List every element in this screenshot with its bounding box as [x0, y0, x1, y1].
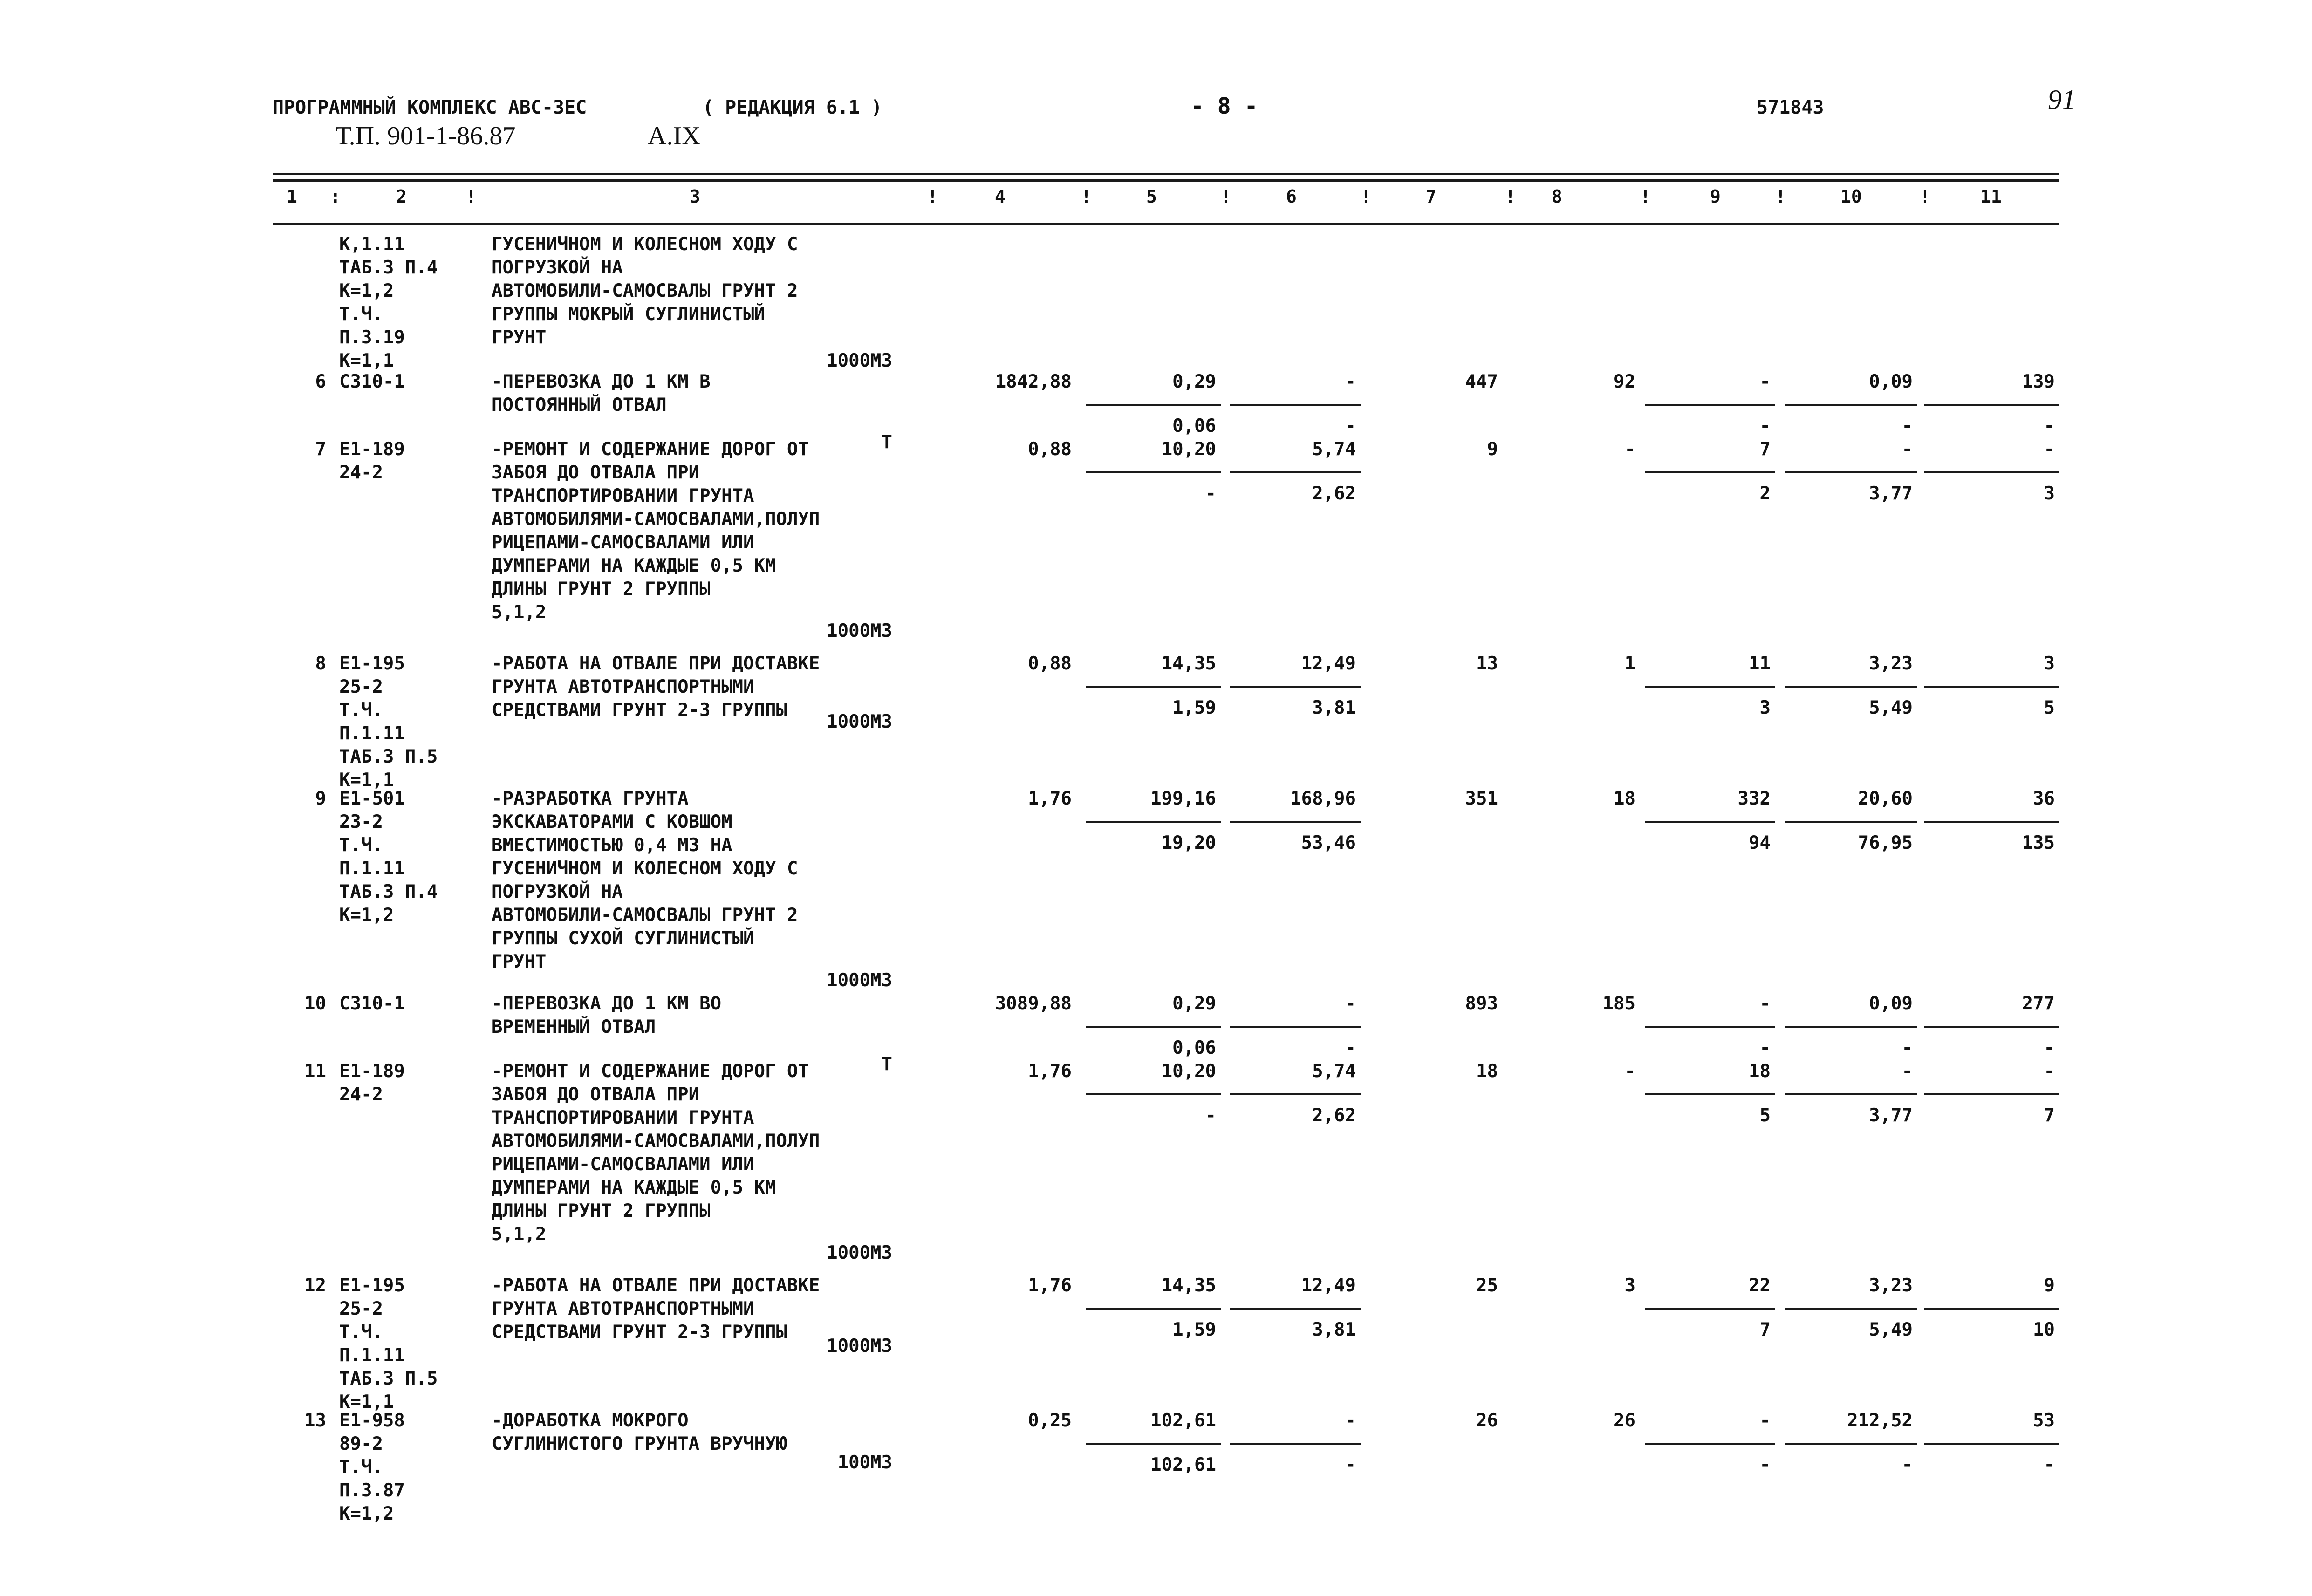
work-description: -ПЕРЕВОЗКА ДО 1 КМ В ПОСТОЯННЫЙ ОТВАЛ — [492, 371, 711, 416]
fraction-line — [1645, 821, 1775, 823]
quantity-value: 1,76 — [1028, 788, 1072, 809]
col-header-11: 11 — [1980, 186, 2002, 207]
fraction-line — [1086, 1308, 1221, 1310]
norm-reference: Е1-958 89-2 Т.Ч. П.3.87 К=1,2 — [339, 1410, 405, 1524]
norm-reference: К,1.11 ТАБ.3 П.4 К=1,2 Т.Ч. П.3.19 К=1,1 — [339, 234, 438, 371]
album-code: А.IX — [648, 122, 701, 150]
fraction-line — [1785, 1443, 1917, 1445]
unit-of-measure: 100М3 — [837, 1452, 892, 1473]
col5-total: 102,61 — [1150, 1410, 1216, 1431]
row-number: 9 — [315, 788, 326, 809]
col6-machines: - — [1345, 1410, 1356, 1431]
col5-wages: 0,06 — [1172, 416, 1216, 437]
fraction-line — [1785, 1308, 1917, 1310]
fraction-line — [1230, 1443, 1361, 1445]
col5-wages: - — [1205, 1105, 1216, 1126]
col7-total: 351 — [1465, 788, 1498, 809]
row-number: 11 — [304, 1061, 326, 1082]
col-sep: ! — [1505, 186, 1516, 207]
col-sep: ! — [466, 186, 477, 207]
col5-total: 10,20 — [1161, 1061, 1216, 1082]
col7-total: 18 — [1476, 1061, 1498, 1082]
header-bottom-rule — [273, 223, 2059, 225]
row-number: 12 — [304, 1275, 326, 1296]
col11-wages: 7 — [2044, 1105, 2055, 1126]
fraction-line — [1924, 1443, 2059, 1445]
col8-wages: 18 — [1614, 788, 1635, 809]
col11-value: 3 — [2044, 653, 2055, 674]
fraction-line — [1230, 1308, 1361, 1310]
col9-wages: - — [1759, 1037, 1771, 1058]
norm-reference: Е1-195 25-2 Т.Ч. П.1.11 ТАБ.3 П.5 К=1,1 — [339, 653, 438, 791]
col10-wages: 5,49 — [1869, 697, 1913, 718]
col6-machines: 12,49 — [1301, 1275, 1356, 1296]
col9-machines: 332 — [1737, 788, 1771, 809]
fraction-line — [1785, 404, 1917, 406]
col-sep: ! — [1361, 186, 1371, 207]
col8-wages: 185 — [1602, 993, 1635, 1014]
fraction-line — [1924, 404, 2059, 406]
fraction-line — [1785, 686, 1917, 688]
fraction-line — [1086, 821, 1221, 823]
col6-machines: 5,74 — [1312, 1061, 1356, 1082]
col5-total: 0,29 — [1172, 993, 1216, 1014]
col9-wages: 2 — [1759, 483, 1771, 504]
table-top-rule-thin — [273, 173, 2059, 175]
col11-wages: - — [2044, 1454, 2055, 1475]
fraction-line — [1785, 1093, 1917, 1095]
fraction-line — [1230, 404, 1361, 406]
col9-wages: 7 — [1759, 1319, 1771, 1340]
quantity-value: 0,88 — [1028, 653, 1072, 674]
project-code: Т.П. 901-1-86.87 — [335, 122, 516, 150]
col6-wages: 3,81 — [1312, 1319, 1356, 1340]
sheet-number: 91 — [2048, 84, 2076, 115]
col-header-10: 10 — [1840, 186, 1862, 207]
col10-value: 0,09 — [1869, 371, 1913, 392]
norm-reference: Е1-189 24-2 — [339, 1061, 405, 1105]
col10-value: 20,60 — [1858, 788, 1913, 809]
edition-label: ( РЕДАКЦИЯ 6.1 ) — [703, 97, 882, 118]
col11-value: 36 — [2033, 788, 2055, 809]
col7-total: 25 — [1476, 1275, 1498, 1296]
quantity-value: 1,76 — [1028, 1061, 1072, 1082]
col9-wages: - — [1759, 416, 1771, 437]
col7-total: 447 — [1465, 371, 1498, 392]
quantity-value: 3089,88 — [995, 993, 1072, 1014]
col10-wages: 5,49 — [1869, 1319, 1913, 1340]
row-number: 13 — [304, 1410, 326, 1431]
fraction-line — [1230, 821, 1361, 823]
col10-wages: 3,77 — [1869, 483, 1913, 504]
col-sep: ! — [1081, 186, 1092, 207]
fraction-line — [1645, 1443, 1775, 1445]
col-header-8: 8 — [1552, 186, 1562, 207]
col10-value: 212,52 — [1847, 1410, 1913, 1431]
norm-reference: Е1-195 25-2 Т.Ч. П.1.11 ТАБ.3 П.5 К=1,1 — [339, 1275, 438, 1412]
work-description: ГУСЕНИЧНОМ И КОЛЕСНОМ ХОДУ С ПОГРУЗКОЙ НА АВТОМОБИЛИ-САМОСВАЛЫ ГРУНТ 2 ГРУППЫ МОКРЫЙ СУГЛИНИСТЫЙ ГРУНТ — [492, 234, 798, 348]
row-number: 7 — [315, 439, 326, 460]
work-description: -ПЕРЕВОЗКА ДО 1 КМ ВО ВРЕМЕННЫЙ ОТВАЛ — [492, 993, 722, 1037]
row-number: 8 — [315, 653, 326, 674]
col11-value: - — [2044, 439, 2055, 460]
col5-total: 14,35 — [1161, 653, 1216, 674]
col7-total: 893 — [1465, 993, 1498, 1014]
col10-value: - — [1902, 1061, 1913, 1082]
fraction-line — [1924, 1308, 2059, 1310]
col9-machines: - — [1759, 371, 1771, 392]
col11-wages: 135 — [2022, 832, 2055, 853]
unit-of-measure: 1000М3 — [827, 1336, 892, 1357]
unit-of-measure: 1000М3 — [827, 970, 892, 991]
work-description: -ДОРАБОТКА МОКРОГО СУГЛИНИСТОГО ГРУНТА ВРУЧНУЮ — [492, 1410, 787, 1454]
col11-wages: 5 — [2044, 697, 2055, 718]
col11-value: 277 — [2022, 993, 2055, 1014]
col9-wages: 94 — [1749, 832, 1771, 853]
col5-wages: 0,06 — [1172, 1037, 1216, 1058]
col9-machines: 11 — [1749, 653, 1771, 674]
col11-value: - — [2044, 1061, 2055, 1082]
row-number: 6 — [315, 371, 326, 392]
work-description: -РАЗРАБОТКА ГРУНТА ЭКСКАВАТОРАМИ С КОВШОМ ВМЕСТИМОСТЬЮ 0,4 М3 НА ГУСЕНИЧНОМ И КОЛЕСНОМ ХОДУ С ПОГРУЗКОЙ НА АВТОМОБИЛИ-САМОСВАЛЫ ГРУНТ 2 ГРУППЫ СУХОЙ СУГЛИНИСТЫЙ ГРУНТ — [492, 788, 798, 972]
fraction-line — [1086, 471, 1221, 473]
col6-machines: 5,74 — [1312, 439, 1356, 460]
col10-value: 0,09 — [1869, 993, 1913, 1014]
col-sep: ! — [1920, 186, 1930, 207]
work-description: -РЕМОНТ И СОДЕРЖАНИЕ ДОРОГ ОТ ЗАБОЯ ДО ОТВАЛА ПРИ ТРАНСПОРТИРОВАНИИ ГРУНТА АВТОМОБИЛЯМИ-САМОСВАЛАМИ,ПОЛУП РИЦЕПАМИ-САМОСВАЛАМИ ИЛИ ДУМПЕРАМИ НА КАЖДЫЕ 0,5 КМ ДЛИНЫ ГРУНТ 2 ГРУППЫ 5,1,2 — [492, 1061, 820, 1245]
col11-wages: 3 — [2044, 483, 2055, 504]
fraction-line — [1645, 1093, 1775, 1095]
col11-wages: - — [2044, 416, 2055, 437]
col9-machines: 18 — [1749, 1061, 1771, 1082]
fraction-line — [1086, 1443, 1221, 1445]
norm-reference: Е1-501 23-2 Т.Ч. П.1.11 ТАБ.3 П.4 К=1,2 — [339, 788, 438, 926]
col-sep: ! — [1221, 186, 1231, 207]
col5-total: 14,35 — [1161, 1275, 1216, 1296]
col6-wages: - — [1345, 1454, 1356, 1475]
unit-of-measure: 1000М3 — [827, 711, 892, 732]
fraction-line — [1230, 1026, 1361, 1028]
quantity-value: 1842,88 — [995, 371, 1072, 392]
fraction-line — [1924, 686, 2059, 688]
table-top-rule — [273, 179, 2059, 182]
fraction-line — [1785, 821, 1917, 823]
work-description: -РАБОТА НА ОТВАЛЕ ПРИ ДОСТАВКЕ ГРУНТА АВТОТРАНСПОРТНЫМИ СРЕДСТВАМИ ГРУНТ 2-3 ГРУППЫ — [492, 653, 820, 721]
col9-wages: 5 — [1759, 1105, 1771, 1126]
program-title: ПРОГРАММНЫЙ КОМПЛЕКС АВС-3ЕС — [273, 97, 587, 118]
fraction-line — [1645, 686, 1775, 688]
col11-value: 9 — [2044, 1275, 2055, 1296]
col10-value: 3,23 — [1869, 1275, 1913, 1296]
fraction-line — [1645, 471, 1775, 473]
col8-wages: 26 — [1614, 1410, 1635, 1431]
fraction-line — [1230, 471, 1361, 473]
col-header-1: 1 — [287, 186, 297, 207]
col8-wages: - — [1624, 1061, 1635, 1082]
col10-wages: 3,77 — [1869, 1105, 1913, 1126]
fraction-line — [1924, 1093, 2059, 1095]
col6-machines: - — [1345, 371, 1356, 392]
col-header-6: 6 — [1286, 186, 1297, 207]
col6-machines: 168,96 — [1290, 788, 1356, 809]
col6-wages: 2,62 — [1312, 483, 1356, 504]
fraction-line — [1924, 1026, 2059, 1028]
col6-wages: 2,62 — [1312, 1105, 1356, 1126]
col-sep: ! — [1775, 186, 1786, 207]
col6-wages: 53,46 — [1301, 832, 1356, 853]
col6-machines: - — [1345, 993, 1356, 1014]
col11-wages: - — [2044, 1037, 2055, 1058]
fraction-line — [1645, 1026, 1775, 1028]
col7-total: 13 — [1476, 653, 1498, 674]
fraction-line — [1645, 404, 1775, 406]
row-number: 10 — [304, 993, 326, 1014]
col-header-2: 2 — [396, 186, 407, 207]
col5-wages: 19,20 — [1161, 832, 1216, 853]
col8-wages: 92 — [1614, 371, 1635, 392]
col-header-9: 9 — [1710, 186, 1721, 207]
col11-value: 139 — [2022, 371, 2055, 392]
col5-wages: 102,61 — [1150, 1454, 1216, 1475]
col5-total: 0,29 — [1172, 371, 1216, 392]
col5-wages: 1,59 — [1172, 697, 1216, 718]
col11-wages: 10 — [2033, 1319, 2055, 1340]
col-header-7: 7 — [1426, 186, 1436, 207]
col10-wages: 76,95 — [1858, 832, 1913, 853]
fraction-line — [1230, 686, 1361, 688]
work-description: -РЕМОНТ И СОДЕРЖАНИЕ ДОРОГ ОТ ЗАБОЯ ДО ОТВАЛА ПРИ ТРАНСПОРТИРОВАНИИ ГРУНТА АВТОМОБИЛЯМИ-САМОСВАЛАМИ,ПОЛУП РИЦЕПАМИ-САМОСВАЛАМИ ИЛИ ДУМПЕРАМИ НА КАЖДЫЕ 0,5 КМ ДЛИНЫ ГРУНТ 2 ГРУППЫ 5,1,2 — [492, 439, 820, 623]
col7-total: 9 — [1487, 439, 1498, 460]
document-number: 571843 — [1757, 97, 1824, 118]
col-sep: ! — [1640, 186, 1651, 207]
col11-value: 53 — [2033, 1410, 2055, 1431]
col8-wages: - — [1624, 439, 1635, 460]
col10-wages: - — [1902, 416, 1913, 437]
unit-of-measure: Т — [881, 1054, 892, 1075]
work-description: -РАБОТА НА ОТВАЛЕ ПРИ ДОСТАВКЕ ГРУНТА АВТОТРАНСПОРТНЫМИ СРЕДСТВАМИ ГРУНТ 2-3 ГРУППЫ — [492, 1275, 820, 1343]
unit-of-measure: 1000М3 — [827, 1242, 892, 1263]
fraction-line — [1924, 471, 2059, 473]
col10-value: - — [1902, 439, 1913, 460]
quantity-value: 1,76 — [1028, 1275, 1072, 1296]
unit-of-measure: 1000М3 — [827, 350, 892, 371]
fraction-line — [1086, 404, 1221, 406]
fraction-line — [1230, 1093, 1361, 1095]
norm-reference: С310-1 — [339, 993, 405, 1014]
quantity-value: 0,88 — [1028, 439, 1072, 460]
col9-machines: - — [1759, 993, 1771, 1014]
unit-of-measure: Т — [881, 432, 892, 453]
col-header-5: 5 — [1146, 186, 1157, 207]
col8-wages: 3 — [1624, 1275, 1635, 1296]
quantity-value: 0,25 — [1028, 1410, 1072, 1431]
col-header-4: 4 — [995, 186, 1006, 207]
col7-total: 26 — [1476, 1410, 1498, 1431]
col6-machines: 12,49 — [1301, 653, 1356, 674]
fraction-line — [1785, 1026, 1917, 1028]
fraction-line — [1086, 1093, 1221, 1095]
col10-wages: - — [1902, 1037, 1913, 1058]
fraction-line — [1086, 1026, 1221, 1028]
col6-wages: - — [1345, 416, 1356, 437]
col5-wages: - — [1205, 483, 1216, 504]
col5-wages: 1,59 — [1172, 1319, 1216, 1340]
col6-wages: 3,81 — [1312, 697, 1356, 718]
col9-machines: 7 — [1759, 439, 1771, 460]
unit-of-measure: 1000М3 — [827, 621, 892, 641]
col-header-3: 3 — [690, 186, 700, 207]
fraction-line — [1924, 821, 2059, 823]
norm-reference: С310-1 — [339, 371, 405, 392]
col6-wages: - — [1345, 1037, 1356, 1058]
col5-total: 10,20 — [1161, 439, 1216, 460]
col10-wages: - — [1902, 1454, 1913, 1475]
col-sep: ! — [927, 186, 938, 207]
fraction-line — [1785, 471, 1917, 473]
fraction-line — [1645, 1308, 1775, 1310]
col9-wages: - — [1759, 1454, 1771, 1475]
col9-machines: 22 — [1749, 1275, 1771, 1296]
fraction-line — [1086, 686, 1221, 688]
col10-value: 3,23 — [1869, 653, 1913, 674]
col9-machines: - — [1759, 1410, 1771, 1431]
page-number: - 8 - — [1190, 93, 1258, 119]
col8-wages: 1 — [1624, 653, 1635, 674]
col5-total: 199,16 — [1150, 788, 1216, 809]
col9-wages: 3 — [1759, 697, 1771, 718]
col-sep: : — [330, 186, 341, 207]
norm-reference: Е1-189 24-2 — [339, 439, 405, 483]
